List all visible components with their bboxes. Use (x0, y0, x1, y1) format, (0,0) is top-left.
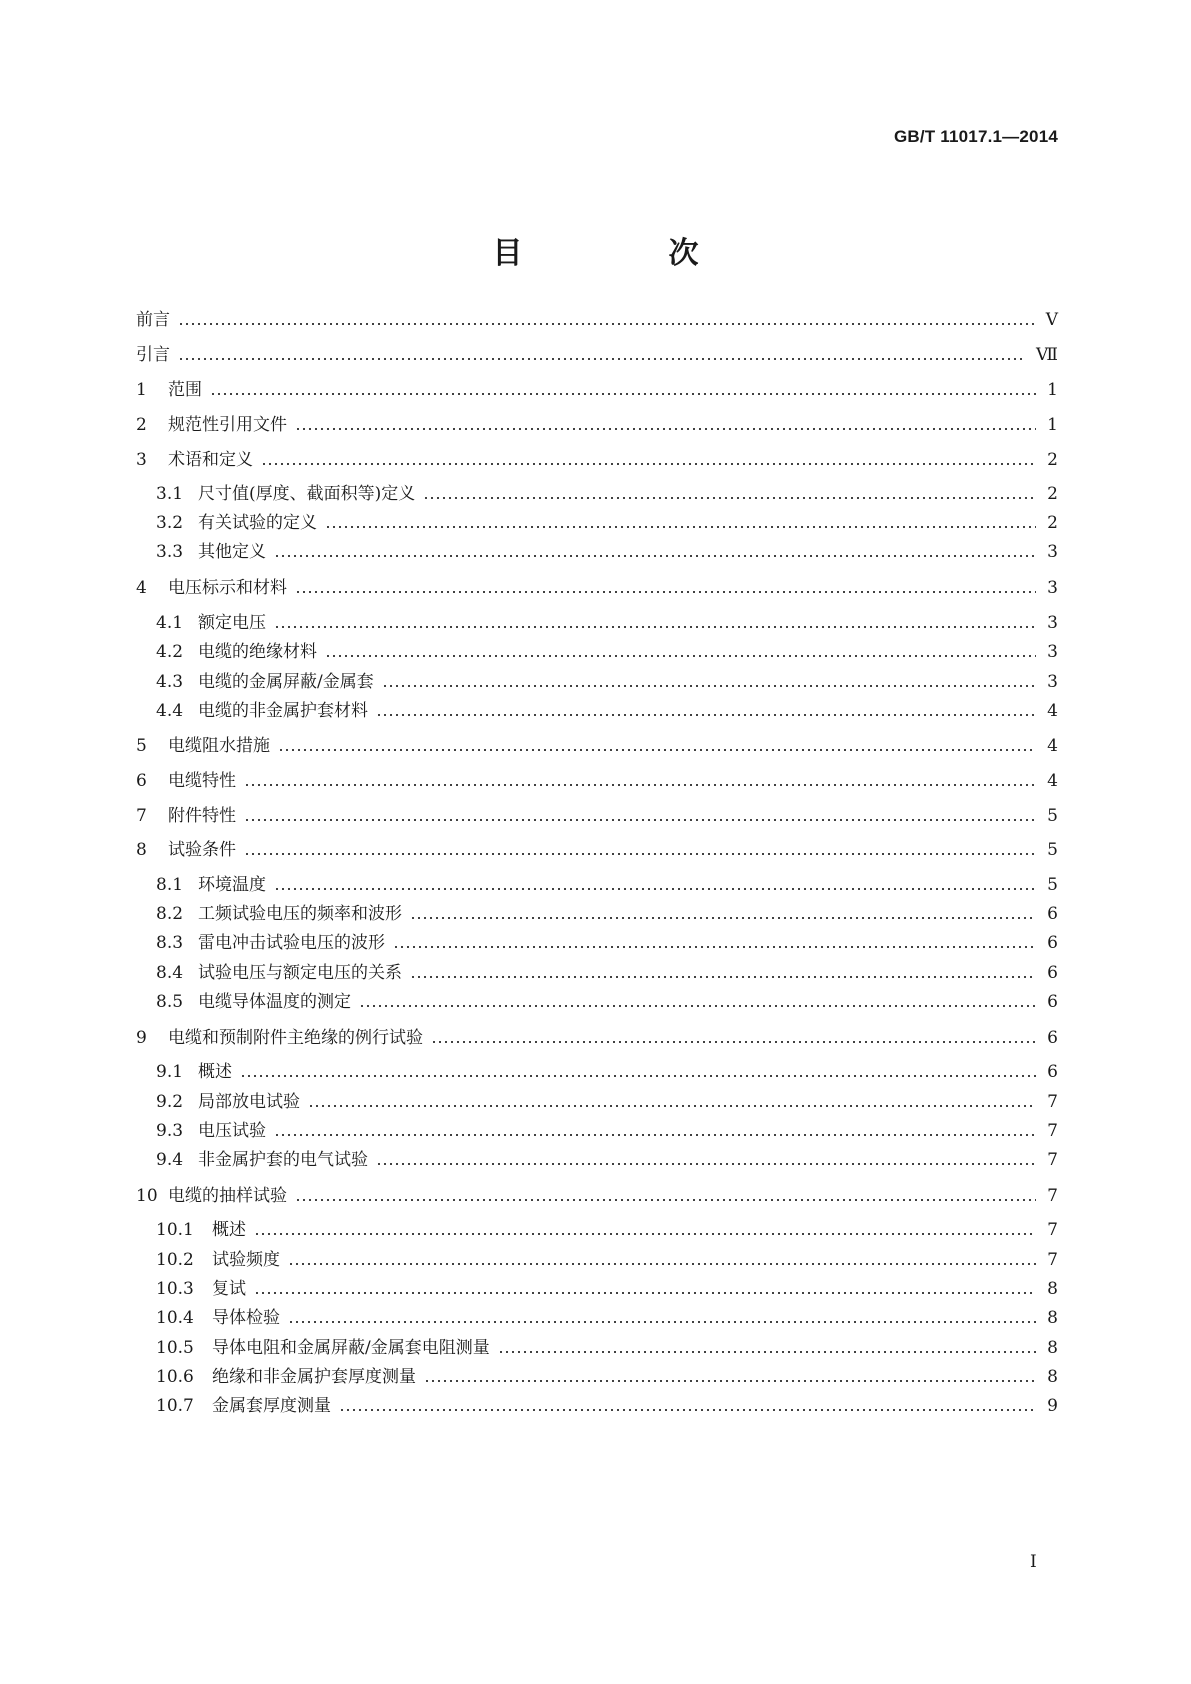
dot-leader (410, 917, 1036, 919)
toc-entry-title: 电压试验 (198, 1121, 266, 1141)
toc-entry-page: 8 (1047, 1279, 1058, 1299)
toc-entry[interactable] (156, 1089, 1058, 1115)
toc-entry-number: 4.3 (156, 672, 184, 692)
toc-entry-page: 7 (1047, 1186, 1058, 1206)
toc-entry-page: 6 (1047, 963, 1058, 983)
toc-entry[interactable] (156, 872, 1058, 898)
dot-leader (410, 976, 1036, 978)
toc-entry-page: 3 (1047, 613, 1058, 633)
dot-leader (274, 1134, 1036, 1136)
toc-entry-page: 4 (1047, 701, 1058, 721)
toc-entry[interactable] (136, 575, 1058, 601)
toc-entry-page: 4 (1047, 736, 1058, 756)
toc-entry-page: 6 (1047, 933, 1058, 953)
toc-entry[interactable] (156, 930, 1058, 956)
toc-entry-number: 4.1 (156, 613, 184, 633)
dot-leader (295, 1199, 1036, 1201)
dot-leader (376, 714, 1036, 716)
toc-entry-page: 3 (1047, 642, 1058, 662)
dot-leader (359, 1005, 1036, 1007)
dot-leader (339, 1409, 1036, 1411)
toc-entry[interactable] (136, 447, 1058, 473)
toc-entry-number: 9 (136, 1028, 147, 1048)
toc-entry-page: 1 (1047, 415, 1058, 435)
toc-entry-number: 9.1 (156, 1062, 184, 1082)
toc-entry-number: 6 (136, 771, 147, 791)
toc-entry[interactable] (156, 1305, 1058, 1331)
toc-entry-title: 概述 (212, 1220, 246, 1240)
toc-entry-title: 电缆的抽样试验 (168, 1186, 287, 1206)
dot-leader (376, 1163, 1036, 1165)
dot-leader (295, 591, 1036, 593)
toc-entry-title: 试验条件 (168, 840, 236, 860)
dot-leader (295, 428, 1036, 430)
toc-entry-title: 复试 (212, 1279, 246, 1299)
toc-entry[interactable] (136, 377, 1058, 403)
toc-entry-page: 7 (1047, 1121, 1058, 1141)
toc-entry-title: 工频试验电压的频率和波形 (198, 904, 402, 924)
toc-entry-number: 3 (136, 450, 147, 470)
toc-entry-number: 10.7 (156, 1396, 194, 1416)
toc-entry-title: 有关试验的定义 (198, 513, 317, 533)
dot-leader (424, 1380, 1036, 1382)
toc-entry-page: 9 (1047, 1396, 1058, 1416)
toc-entry[interactable] (156, 481, 1058, 507)
toc-entry[interactable] (156, 698, 1058, 724)
toc-entry-number: 3.3 (156, 542, 184, 562)
toc-entry-title: 引言 (136, 345, 170, 365)
toc-entry-page: 7 (1047, 1150, 1058, 1170)
toc-entry-title: 额定电压 (198, 613, 266, 633)
toc-entry[interactable] (136, 1183, 1058, 1209)
toc-entry[interactable] (156, 510, 1058, 536)
toc-entry-number: 8.5 (156, 992, 184, 1012)
toc-entry-title: 其他定义 (198, 542, 266, 562)
toc-entry-page: 7 (1047, 1092, 1058, 1112)
toc-entry-page: 3 (1047, 672, 1058, 692)
toc-entry[interactable] (156, 1217, 1058, 1243)
dot-leader (178, 323, 1036, 325)
toc-entry-page: 7 (1047, 1250, 1058, 1270)
toc-entry-page: 2 (1047, 513, 1058, 533)
dot-leader (178, 358, 1026, 360)
toc-entry-number: 9.3 (156, 1121, 184, 1141)
standard-code: GB/T 11017.1—2014 (893, 127, 1058, 146)
toc-entry-number: 8 (136, 840, 147, 860)
dot-leader (325, 655, 1036, 657)
toc-entry-page: 8 (1047, 1338, 1058, 1358)
toc-entry-title: 局部放电试验 (198, 1092, 300, 1112)
toc-entry-number: 8.4 (156, 963, 184, 983)
dot-leader (382, 685, 1036, 687)
toc-entry[interactable] (156, 539, 1058, 565)
toc-entry-page: 5 (1047, 806, 1058, 826)
toc-entry-number: 10.5 (156, 1338, 194, 1358)
toc-entry-page: 5 (1047, 875, 1058, 895)
toc-entry[interactable] (156, 1335, 1058, 1361)
toc-entry[interactable] (156, 1059, 1058, 1085)
toc-entry-page: 2 (1047, 484, 1058, 504)
toc-entry-number: 10.3 (156, 1279, 194, 1299)
toc-entry-title: 非金属护套的电气试验 (198, 1150, 368, 1170)
toc-entry[interactable] (156, 1247, 1058, 1273)
toc-entry-title: 范围 (168, 380, 202, 400)
toc-entry-number: 9.2 (156, 1092, 184, 1112)
toc-entry-page: 7 (1047, 1220, 1058, 1240)
toc-entry[interactable] (136, 803, 1058, 829)
dot-leader (261, 463, 1036, 465)
dot-leader (393, 946, 1036, 948)
toc-entry[interactable] (136, 412, 1058, 438)
dot-leader (288, 1263, 1036, 1265)
toc-entry-title: 电缆的金属屏蔽/金属套 (198, 672, 374, 692)
toc-entry[interactable] (156, 669, 1058, 695)
toc-entry-title: 电缆阻水措施 (168, 736, 270, 756)
toc-entry-title: 电压标示和材料 (168, 578, 287, 598)
toc-entry-number: 10.6 (156, 1367, 194, 1387)
dot-leader (431, 1041, 1036, 1043)
toc-entry[interactable] (136, 342, 1058, 368)
toc-entry[interactable] (156, 639, 1058, 665)
toc-entry[interactable] (156, 1147, 1058, 1173)
toc-entry-number: 4 (136, 578, 147, 598)
toc-entry-page: 4 (1047, 771, 1058, 791)
toc-entry[interactable] (156, 989, 1058, 1015)
toc-entry[interactable] (136, 768, 1058, 794)
toc-entry-title: 绝缘和非金属护套厚度测量 (212, 1367, 416, 1387)
toc-entry[interactable] (136, 1025, 1058, 1051)
toc-entry-title: 概述 (198, 1062, 232, 1082)
toc-entry-page: 2 (1047, 450, 1058, 470)
toc-entry[interactable] (136, 837, 1058, 863)
dot-leader (498, 1351, 1036, 1353)
dot-leader (274, 555, 1036, 557)
toc-entry-page: 6 (1047, 904, 1058, 924)
toc-entry-number: 4.4 (156, 701, 184, 721)
toc-entry-number: 10.1 (156, 1220, 194, 1240)
page-title: 目 次 (492, 236, 757, 271)
toc-entry-page: 3 (1047, 542, 1058, 562)
toc-entry-title: 金属套厚度测量 (212, 1396, 331, 1416)
toc-entry-title: 尺寸值(厚度、截面积等)定义 (198, 484, 416, 504)
toc-entry[interactable] (156, 1393, 1058, 1419)
dot-leader (423, 497, 1036, 499)
dot-leader (244, 819, 1036, 821)
toc-entry-number: 5 (136, 736, 147, 756)
toc-entry-page: Ⅴ (1045, 310, 1058, 330)
toc-entry-page: 3 (1047, 578, 1058, 598)
toc-entry[interactable] (136, 307, 1058, 333)
dot-leader (240, 1075, 1036, 1077)
toc-entry-number: 4.2 (156, 642, 184, 662)
dot-leader (274, 888, 1036, 890)
toc-entry-title: 雷电冲击试验电压的波形 (198, 933, 385, 953)
toc-entry-page: 8 (1047, 1367, 1058, 1387)
toc-entry-title: 电缆特性 (168, 771, 236, 791)
toc-entry[interactable] (156, 1364, 1058, 1390)
toc-entry-page: Ⅶ (1036, 345, 1058, 365)
toc-entry-number: 9.4 (156, 1150, 184, 1170)
dot-leader (274, 626, 1036, 628)
toc-entry-title: 导体检验 (212, 1308, 280, 1328)
toc-entry-number: 8.3 (156, 933, 184, 953)
toc-entry-title: 术语和定义 (168, 450, 253, 470)
toc-entry-page: 6 (1047, 1062, 1058, 1082)
toc-entry-number: 2 (136, 415, 147, 435)
dot-leader (288, 1321, 1036, 1323)
toc-entry-title: 试验频度 (212, 1250, 280, 1270)
toc-entry-number: 3.1 (156, 484, 184, 504)
toc-entry-title: 试验电压与额定电压的关系 (198, 963, 402, 983)
toc-entry-title: 环境温度 (198, 875, 266, 895)
toc-entry-page: 6 (1047, 1028, 1058, 1048)
toc-entry-number: 10 (136, 1186, 158, 1206)
toc-entry-number: 1 (136, 380, 147, 400)
toc-entry[interactable] (156, 960, 1058, 986)
toc-entry[interactable] (156, 1276, 1058, 1302)
dot-leader (278, 749, 1036, 751)
dot-leader (244, 853, 1036, 855)
toc-entry[interactable] (156, 901, 1058, 927)
toc-entry-number: 7 (136, 806, 147, 826)
toc-entry-title: 前言 (136, 310, 170, 330)
toc-entry-number: 8.2 (156, 904, 184, 924)
toc-entry-number: 3.2 (156, 513, 184, 533)
toc-entry-page: 8 (1047, 1308, 1058, 1328)
dot-leader (254, 1233, 1036, 1235)
toc-entry[interactable] (136, 733, 1058, 759)
toc-entry-number: 10.4 (156, 1308, 194, 1328)
dot-leader (254, 1292, 1036, 1294)
dot-leader (244, 784, 1036, 786)
toc-entry-title: 附件特性 (168, 806, 236, 826)
page-number: Ⅰ (1030, 1552, 1037, 1572)
toc-entry[interactable] (156, 610, 1058, 636)
toc-entry-number: 10.2 (156, 1250, 194, 1270)
toc-entry-number: 8.1 (156, 875, 184, 895)
toc-entry-title: 导体电阻和金属屏蔽/金属套电阻测量 (212, 1338, 490, 1358)
toc-entry-title: 电缆和预制附件主绝缘的例行试验 (168, 1028, 423, 1048)
toc-entry[interactable] (156, 1118, 1058, 1144)
toc-entry-page: 5 (1047, 840, 1058, 860)
toc-entry-title: 规范性引用文件 (168, 415, 287, 435)
dot-leader (325, 526, 1036, 528)
toc-entry-title: 电缆的非金属护套材料 (198, 701, 368, 721)
toc-entry-page: 1 (1047, 380, 1058, 400)
toc-entry-page: 6 (1047, 992, 1058, 1012)
toc-entry-title: 电缆的绝缘材料 (198, 642, 317, 662)
dot-leader (308, 1105, 1036, 1107)
toc-entry-title: 电缆导体温度的测定 (198, 992, 351, 1012)
dot-leader (210, 393, 1036, 395)
